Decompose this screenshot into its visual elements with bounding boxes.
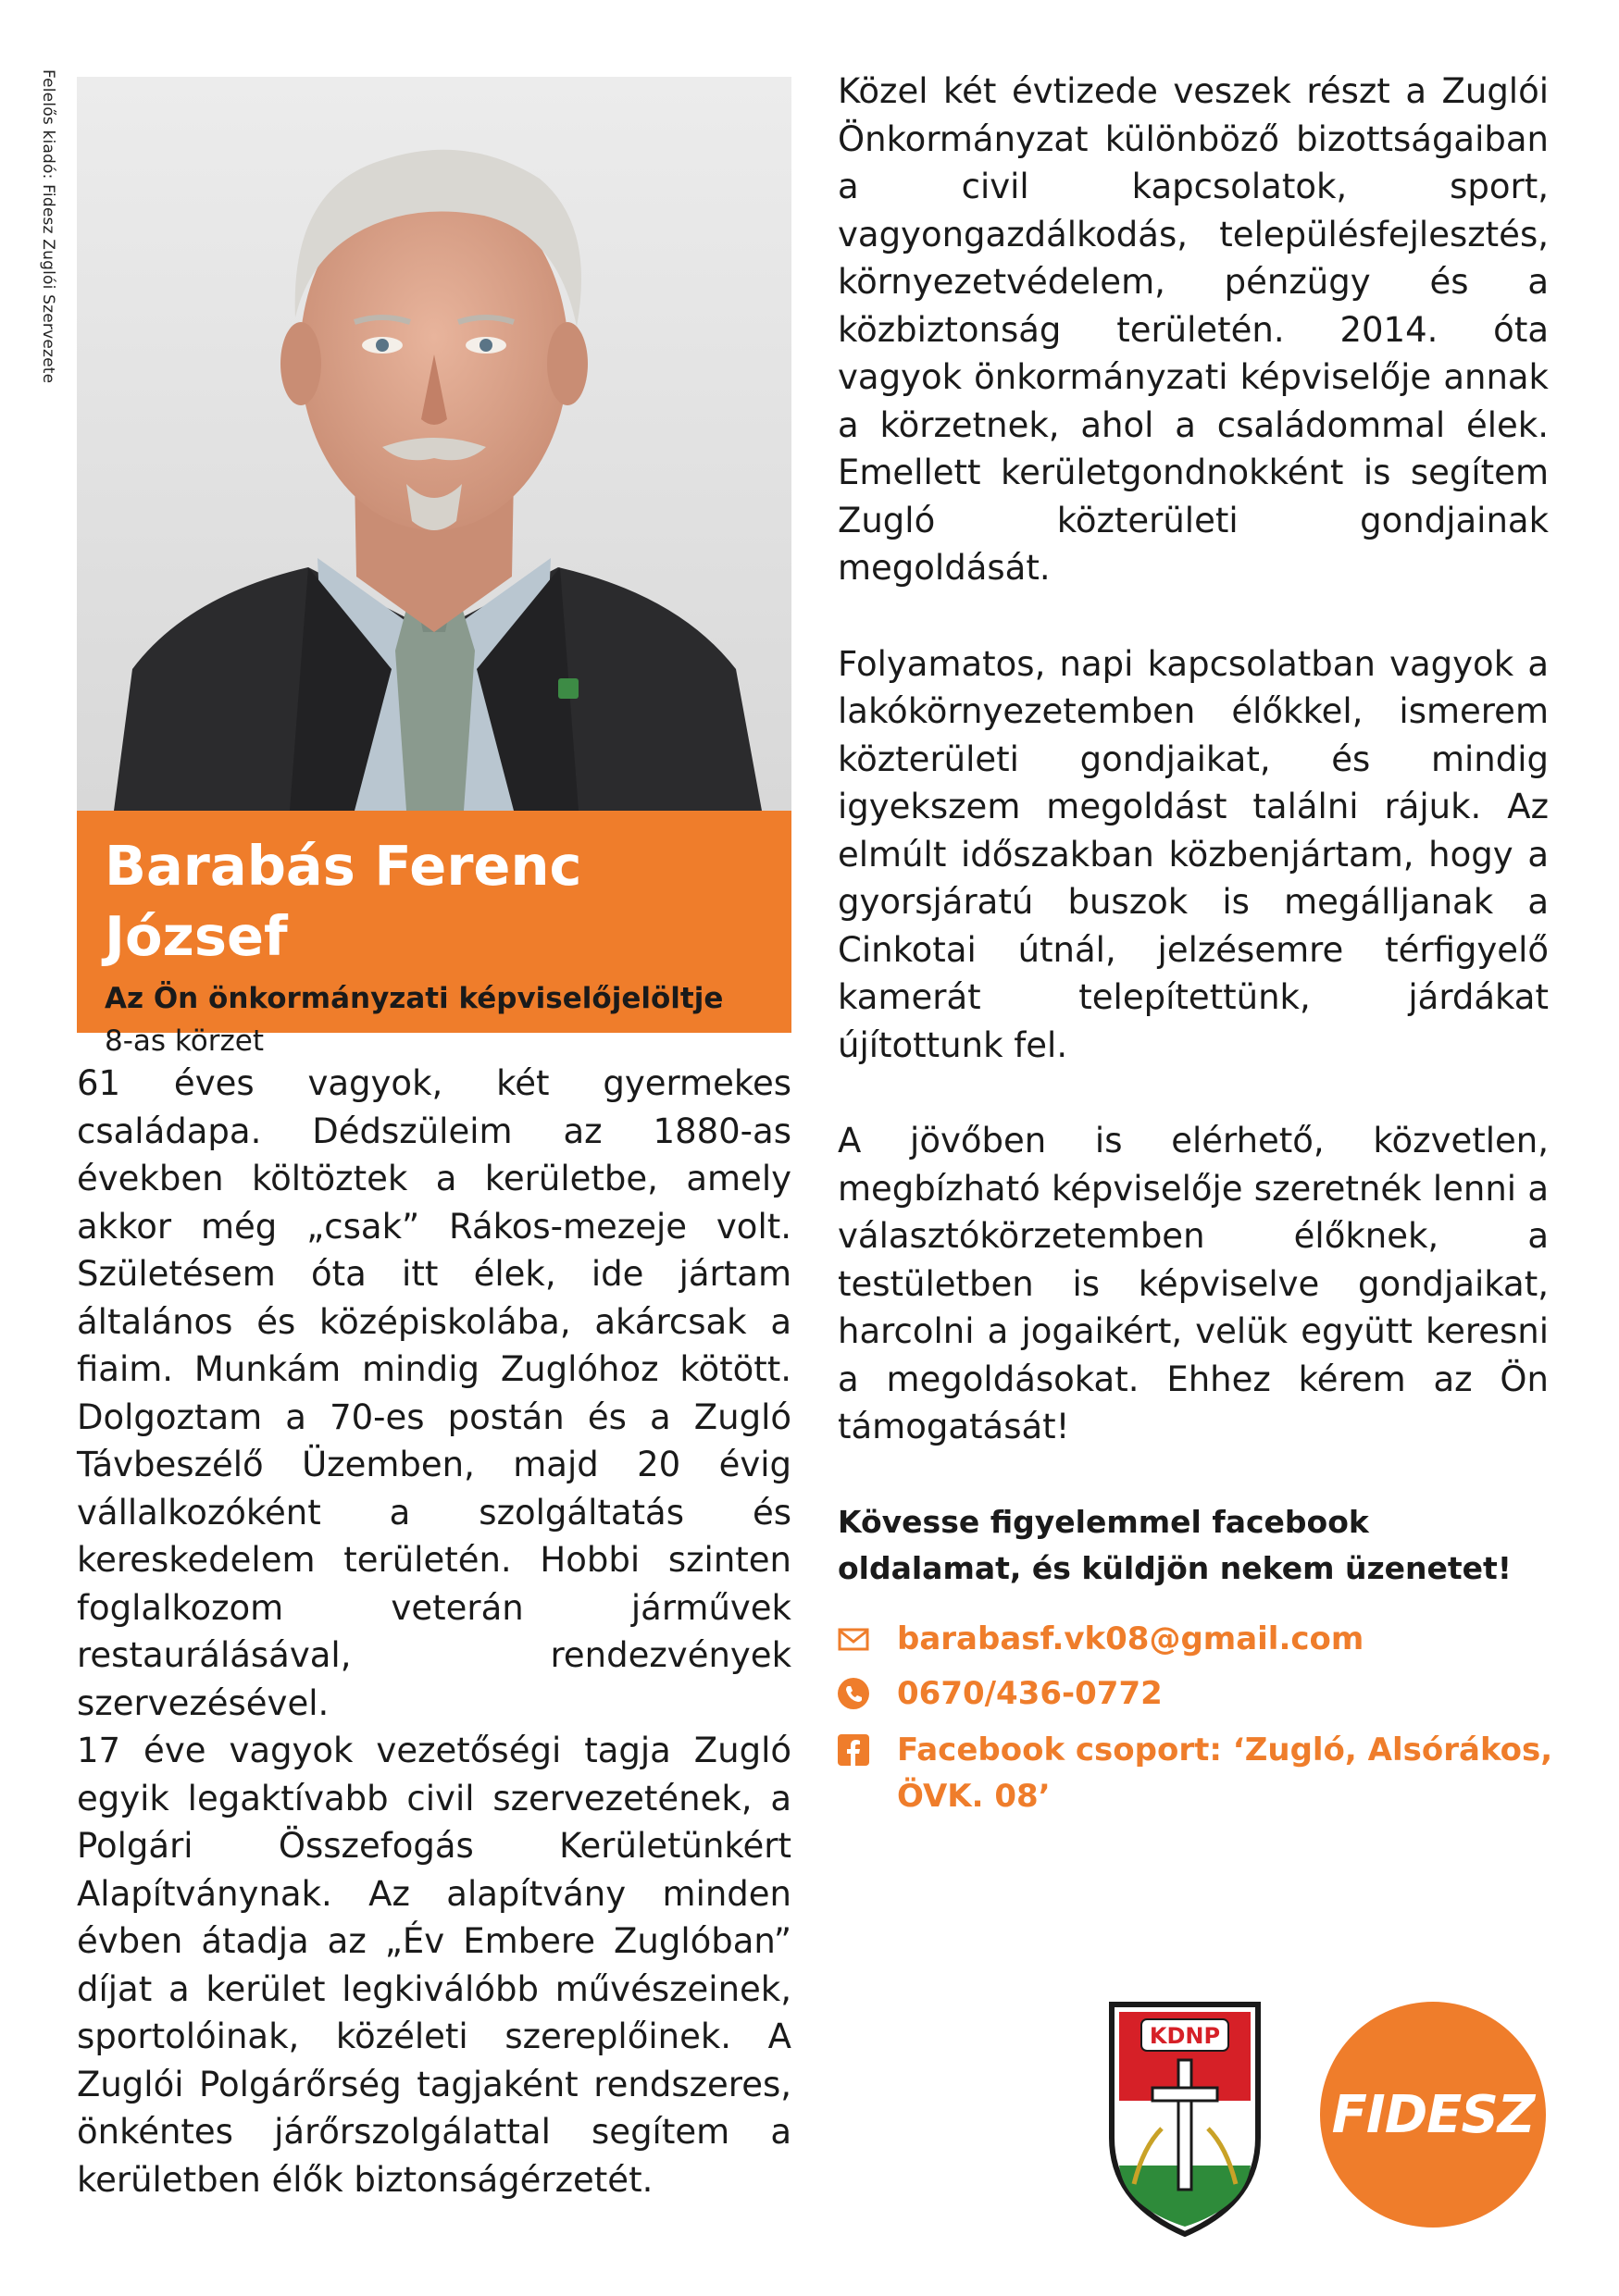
contact-facebook[interactable] bbox=[838, 1727, 1569, 1819]
portrait-illustration bbox=[77, 77, 791, 811]
candidate-name-box bbox=[77, 811, 791, 1058]
follow-callout: Kövesse figyelemmel facebook oldalamat, és küldjön nekem üzenetet! bbox=[838, 1504, 1512, 1586]
candidate-role: Az Ön önkormányzati képviselőjelöltje bbox=[105, 982, 724, 1015]
right-paragraph-1: Közel két évtizede veszek részt a Zuglói Önkormányzat különböző bizottságaiban a civil kapcsolatok, sport, vagyongazdálkodás, településfejlesztés, környezetvédelem, pénzügy és a közbiztonság területén. 2014. óta vagyok önkormányzati képviselője annak a körzetnek, ahol a családommal élek. Emellett kerületgondnokként is segítem Zugló közterületi gondjainak megoldását. bbox=[838, 71, 1549, 588]
envelope-icon bbox=[838, 1623, 869, 1655]
candidate-portrait bbox=[77, 77, 791, 811]
fidesz-logo-text: FIDESZ bbox=[1331, 2084, 1535, 2145]
kdnp-logo-text: KDNP bbox=[1149, 2023, 1221, 2049]
email-text[interactable]: barabasf.vk08@gmail.com bbox=[897, 1620, 1364, 1657]
facebook-text[interactable]: Facebook csoport: ‘Zugló, Alsórákos, ÖVK. 08’ bbox=[897, 1731, 1553, 1815]
left-column bbox=[77, 1060, 791, 2203]
phone-text[interactable]: 0670/436-0772 bbox=[897, 1675, 1163, 1712]
left-paragraph-2: 17 éve vagyok vezetőségi tagja Zugló egyik legaktívabb civil szervezetének, a Polgári Összefogás Kerületünkért Alapítványnak. Az alapítvány minden évben átadja az „Év Embere Zuglóban” díjat a kerület legkiválóbb művészeinek, sportolóinak, közéleti szereplőinek. A Zuglói Polgárőrség tagjaként rendszeres, önkéntes járőrszolgálattal segítem a kerületben élők biztonságérzetét. bbox=[77, 1731, 791, 2200]
right-paragraph-3: A jövőben is elérhető, közvetlen, megbízható képviselője szeretnék lenni a választókörzetemben élőknek, a testületben is képviselve gondjaikat, harcolni a jogaikért, velük együtt keresni a megoldásokat. Ehhez kérem az Ön támogatását! bbox=[838, 1121, 1549, 1446]
kdnp-logo bbox=[1106, 1999, 1264, 2240]
contact-email[interactable] bbox=[838, 1616, 1569, 1662]
candidate-name: Barabás Ferenc József bbox=[105, 834, 582, 968]
fidesz-logo bbox=[1317, 1999, 1549, 2230]
candidate-district: 8-as körzet bbox=[105, 1024, 264, 1058]
right-paragraph-2: Folyamatos, napi kapcsolatban vagyok a lakókörnyezetemben élőkkel, ismerem közterületi gondjaikat, és mindig igyekszem megoldást találni rájuk. Az elmúlt időszakban közbenjártam, hogy a gyorsjáratú buszok is megálljanak a Cinkotai útnál, jelzésemre térfigyelő kamerát telepítettünk, járdákat újítottunk fel. bbox=[838, 643, 1549, 1065]
facebook-icon bbox=[838, 1734, 869, 1766]
publisher-note: Felelős kiadó: Fidesz Zuglói Szervezete bbox=[39, 69, 57, 384]
contact-phone[interactable] bbox=[838, 1670, 1569, 1717]
left-paragraph-1: 61 éves vagyok, két gyermekes családapa. Dédszüleim az 1880-as években költöztek a kerületbe, amely akkor még „csak” Rákos-mezeje volt. Születésem óta itt élek, ide jártam általános és középiskolába, akárcsak a fiaim. Munkám mindig Zuglóhoz kötött. Dolgoztam a 70-es postán és a Zugló Távbeszélő Üzemben, majd 20 évig vállalkozóként a szolgáltatás és kereskedelem területén. Hobbi szinten foglalkozom veterán járművek restaurálásával, rendezvények szervezésével. bbox=[77, 1063, 791, 1723]
right-column bbox=[838, 68, 1549, 1451]
phone-icon bbox=[838, 1678, 869, 1709]
